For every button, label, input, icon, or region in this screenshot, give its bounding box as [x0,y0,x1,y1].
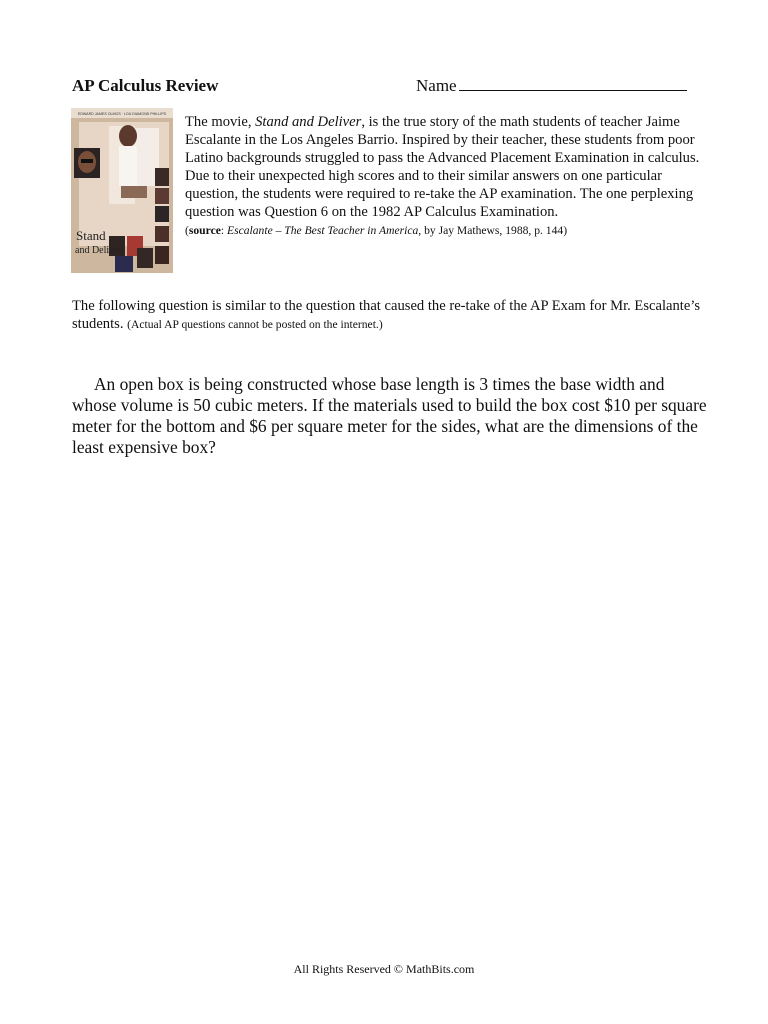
context-text: The following question is similar to the question that caused the re-take of the AP Exam for Mr. Escalante’s students. [72,298,701,332]
source-book-title: Escalante – The Best Teacher in America [227,224,419,237]
poster-title-line1: Stand [76,228,106,243]
movie-poster-art [71,108,173,273]
problem-statement [72,374,712,458]
source-open-paren: ( [185,224,189,237]
poster-title-line2: and Deliver [75,245,122,256]
intro-text-body: , is the true story of the math students of teacher Jaime Escalante in the Los Angeles Barrio. Inspired by their teacher, these students from poor Latino backgrounds struggled to pass the Advanced Placement Examination in calculus. Due to their unexpected high scores and to their similar answers on one particular question, the students were required to re-take the AP examination. The one perplexing question was Question 6 on the 1982 AP Calculus Examination. [185,114,700,220]
source-details: , by Jay Mathews, 1988, p. 144) [418,224,568,237]
name-label: Name [416,76,457,95]
source-citation [185,224,567,237]
source-separator: : [220,224,227,237]
movie-poster-image [71,108,173,273]
context-paragraph [72,297,712,334]
source-label: source [188,224,221,237]
name-field[interactable] [416,75,687,96]
intro-text-start: The movie, [185,114,256,130]
movie-title: Stand and Deliver [255,114,362,130]
problem-text: An open box is being constructed whose base length is 3 times the base width and whose volume is 50 cubic meters. If the materials used to build the box cost $10 per square meter for the bottom and $6 per square meter for the sides, what are the dimensions of the least expensive box? [72,374,707,457]
poster-credits: EDWARD JAMES OLMOS · LOU DIAMOND PHILLIPS [77,112,167,116]
copyright-footer: All Rights Reserved © MathBits.com [293,962,475,976]
intro-paragraph [185,113,700,240]
context-note: (Actual AP questions cannot be posted on the internet.) [127,318,383,331]
page-title: AP Calculus Review [72,76,219,95]
name-blank-line[interactable] [459,75,687,91]
